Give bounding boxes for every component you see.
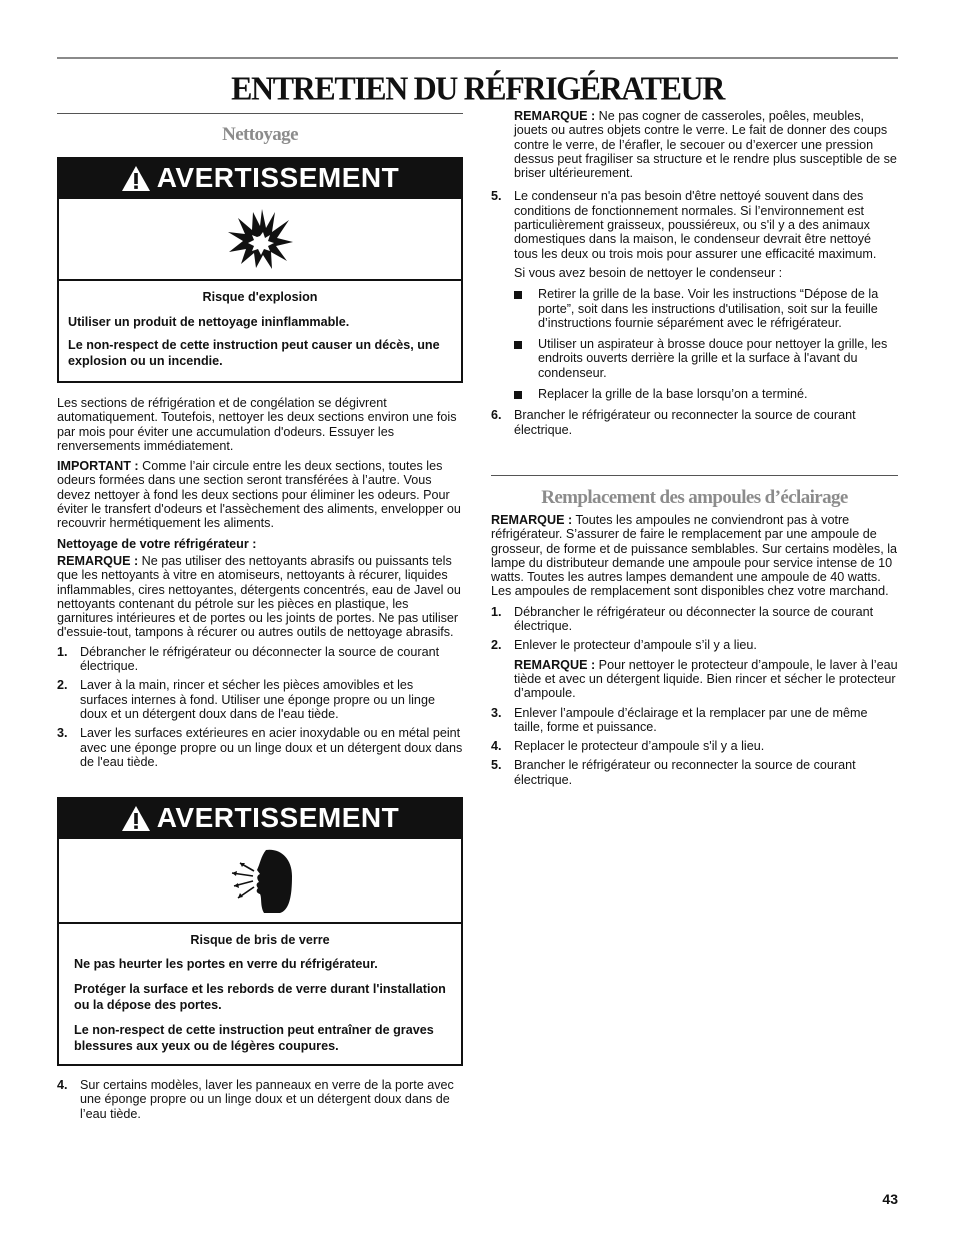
warning-line: Le non-respect de cette instruction peut causer un décès, une explosion ou un incendie. bbox=[68, 337, 440, 369]
remark-label: REMARQUE : bbox=[514, 109, 596, 123]
warning-line: Protéger la surface et les rebords de verre durant l'installation ou la dépose des portes. bbox=[74, 981, 446, 1013]
section-title-ampoules: Remplacement des ampoules d’éclairage bbox=[541, 487, 848, 508]
warning-body bbox=[59, 281, 461, 380]
step-number: 5. bbox=[491, 758, 502, 773]
nettoyage-continued bbox=[491, 109, 898, 437]
list-item bbox=[491, 758, 898, 787]
step-number: 3. bbox=[491, 705, 502, 720]
remark-label: REMARQUE : bbox=[514, 657, 596, 672]
list-item bbox=[491, 706, 898, 735]
step-text: Enlever l’ampoule d’éclairage et la remplacer par une de même taille, forme et puissance. bbox=[514, 705, 868, 734]
subheading: Nettoyage de votre réfrigérateur : bbox=[57, 536, 257, 551]
warning-risk: Risque d'explosion bbox=[202, 290, 318, 304]
list-item bbox=[491, 739, 898, 753]
list-item bbox=[491, 638, 898, 700]
step-text: Brancher le réfrigérateur ou reconnecter la source de courant électrique. bbox=[514, 408, 856, 437]
step-number: 5. bbox=[491, 189, 502, 204]
warning-box-explosion bbox=[57, 157, 463, 383]
list-item bbox=[514, 337, 898, 380]
warning-body bbox=[59, 924, 461, 1064]
condenser-bullets bbox=[514, 287, 898, 401]
step-number: 4. bbox=[491, 739, 502, 754]
bullet-text: Replacer la grille de la base lorsqu’on a terminé. bbox=[538, 387, 808, 402]
warning-header bbox=[59, 799, 461, 837]
bullet-square bbox=[514, 291, 522, 299]
important-label: IMPORTANT : bbox=[57, 459, 139, 474]
list-item bbox=[514, 387, 898, 401]
step-number: 3. bbox=[57, 726, 68, 741]
list-item bbox=[514, 287, 898, 330]
warning-line: Le non-respect de cette instruction peut entraîner de graves blessures aux yeux ou de légères coupures. bbox=[74, 1022, 434, 1054]
important-text: Comme l’air circule entre les deux sections, toutes les odeurs formées dans une section seront transférées à l’autre. Vous devez nettoyer à fond les deux sections pour éliminer les odeurs. Pour éviter le transfert d'odeurs et l'assèchement des aliments, envelopper ou recouvrir hermétiquement les aliments. bbox=[57, 459, 461, 531]
paragraph-remark bbox=[491, 513, 898, 599]
step-text: Le condenseur n'a pas besoin d'être nettoyé souvent dans des conditions de fonctionnement normales. Si l’environnement est particulièrement graisseux, poussiéreux, ou s'il y a des animaux domestiques dans la maison, le condenseur devrait être nettoyé tous les deux ou trois mois pour assurer une efficacité maximum. bbox=[514, 189, 877, 261]
bullet-text: Utiliser un aspirateur à brosse douce pour nettoyer la grille, les endroits ouverts derrière la grille et la surface à l'avant du condenseur. bbox=[538, 337, 888, 380]
paragraph-important bbox=[57, 459, 463, 530]
step-text: Laver à la main, rincer et sécher les pièces amovibles et les surfaces internes à fond. Utiliser une éponge propre ou un linge doux et un détergent doux dans de l'eau tiède. bbox=[80, 678, 435, 721]
glass-art bbox=[59, 837, 461, 924]
explosion-art bbox=[59, 197, 461, 281]
cleaning-steps-continued bbox=[491, 189, 898, 436]
warning-line: Utiliser un produit de nettoyage ininflammable. bbox=[68, 315, 350, 330]
top-rule bbox=[57, 57, 898, 59]
paragraph: Si vous avez besoin de nettoyer le condenseur : bbox=[514, 265, 783, 280]
list-item bbox=[57, 1078, 463, 1121]
list-item bbox=[57, 678, 463, 721]
step-number: 4. bbox=[57, 1078, 68, 1092]
paragraph-remark bbox=[57, 554, 463, 640]
cleaning-steps bbox=[57, 645, 463, 769]
explosion-icon bbox=[225, 206, 295, 272]
step-text: Replacer le protecteur d’ampoule s'il y a lieu. bbox=[514, 739, 765, 754]
page-title: ENTRETIEN DU RÉFRIGÉRATEUR bbox=[231, 69, 724, 107]
step-text: Débrancher le réfrigérateur ou déconnecter la source de courant électrique. bbox=[80, 644, 440, 674]
step-text: Débrancher le réfrigérateur ou déconnecter la source de courant électrique. bbox=[514, 604, 874, 634]
remark-text: Pour nettoyer le protecteur d’ampoule, le laver à l’eau tiède et avec un détergent liquide. Bien rincer et sécher le protecteur d’ampoule. bbox=[514, 657, 898, 701]
remark-label: REMARQUE : bbox=[491, 513, 573, 527]
nettoyage-text bbox=[57, 396, 463, 769]
remark-text: Ne pas cogner de casseroles, poêles, meubles, jouets ou autres objets contre le verre. Le fait de donner des coups contre le verre, de l’érafler, le secouer ou d’exercer une pression dessus peut fragiliser sa structure et le rendre plus susceptible de se briser ultérieurement. bbox=[514, 109, 897, 181]
page-number: 43 bbox=[882, 1191, 898, 1207]
cleaning-steps-continued bbox=[57, 1073, 463, 1121]
warning-box-glass bbox=[57, 797, 463, 1066]
step-number: 1. bbox=[57, 644, 68, 659]
remark-text: Ne pas utiliser des nettoyants abrasifs ou puissants tels que les nettoyants à vitre en atomiseurs, nettoyants à récurer, liquides inflammables, cires nettoyantes, détergents concentrés, eau de Javel ou nettoyants contenant du pétrole sur les pièces en plastique, les garnitures intérieures et de portes ou les joints de portes. Ne pas utiliser d'essuie-tout, tampons à récurer ou autres outils de nettoyage abrasifs. bbox=[57, 553, 461, 640]
ampoules-text bbox=[491, 513, 898, 787]
section-title-nettoyage: Nettoyage bbox=[222, 124, 298, 145]
warning-triangle-icon bbox=[121, 165, 151, 192]
remark-label: REMARQUE : bbox=[57, 553, 139, 568]
warning-header bbox=[59, 159, 461, 197]
section-rule bbox=[57, 113, 463, 114]
broken-glass-face-icon bbox=[220, 846, 300, 916]
step-number: 1. bbox=[491, 604, 502, 619]
list-item bbox=[491, 605, 898, 634]
step-number: 6. bbox=[491, 408, 502, 423]
list-item bbox=[57, 645, 463, 674]
paragraph-remark bbox=[514, 658, 898, 701]
remark-text: Toutes les ampoules ne conviendront pas à votre réfrigérateur. S’assurer de faire le remplacement par une ampoule de grosseur, de forme et de puissance semblables. Sur certains modèles, la lampe du distributeur demande une ampoule pour service intense de 10 watts. Toutes les autres lampes demandent une ampoule de 40 watts. Les ampoules de remplacement sont disponibles chez votre marchand. bbox=[491, 513, 898, 599]
paragraph-remark bbox=[491, 109, 898, 180]
warning-triangle-icon bbox=[121, 805, 151, 832]
step-number: 2. bbox=[57, 678, 68, 693]
step-text: Sur certains modèles, laver les panneaux en verre de la porte avec une éponge propre ou un linge doux et un détergent doux dans de l’eau tiède. bbox=[80, 1078, 454, 1121]
bullet-square bbox=[514, 341, 522, 349]
bullet-square bbox=[514, 391, 522, 399]
step-text: Enlever le protecteur d’ampoule s’il y a lieu. bbox=[514, 638, 757, 653]
warning-line: Ne pas heurter les portes en verre du réfrigérateur. bbox=[74, 957, 378, 972]
step-text: Laver les surfaces extérieures en acier inoxydable ou en métal peint avec une éponge propre ou un linge doux et un détergent doux dans de l'eau tiède. bbox=[80, 726, 463, 769]
warning-risk: Risque de bris de verre bbox=[190, 933, 330, 947]
step-number: 2. bbox=[491, 638, 502, 653]
list-item bbox=[57, 726, 463, 769]
paragraph: Les sections de réfrigération et de congélation se dégivrent automatiquement. Toutefois, nettoyer les deux sections environ une fois par mois pour éviter une accumulation d'odeurs. Essuyer les renversements immédiatement. bbox=[57, 396, 457, 453]
step-text: Brancher le réfrigérateur ou reconnecter la source de courant électrique. bbox=[514, 758, 856, 787]
bulb-steps bbox=[491, 605, 898, 787]
list-item bbox=[491, 408, 898, 437]
warning-header-label: AVERTISSEMENT bbox=[156, 162, 400, 193]
section-rule bbox=[491, 475, 898, 476]
bullet-text: Retirer la grille de la base. Voir les instructions “Dépose de la porte”, soit dans les instructions d'utilisation, soit sur la feuille d’instructions fournie séparément avec le réfrigérateur. bbox=[538, 287, 879, 330]
warning-header-label: AVERTISSEMENT bbox=[156, 802, 400, 833]
list-item bbox=[491, 189, 898, 401]
